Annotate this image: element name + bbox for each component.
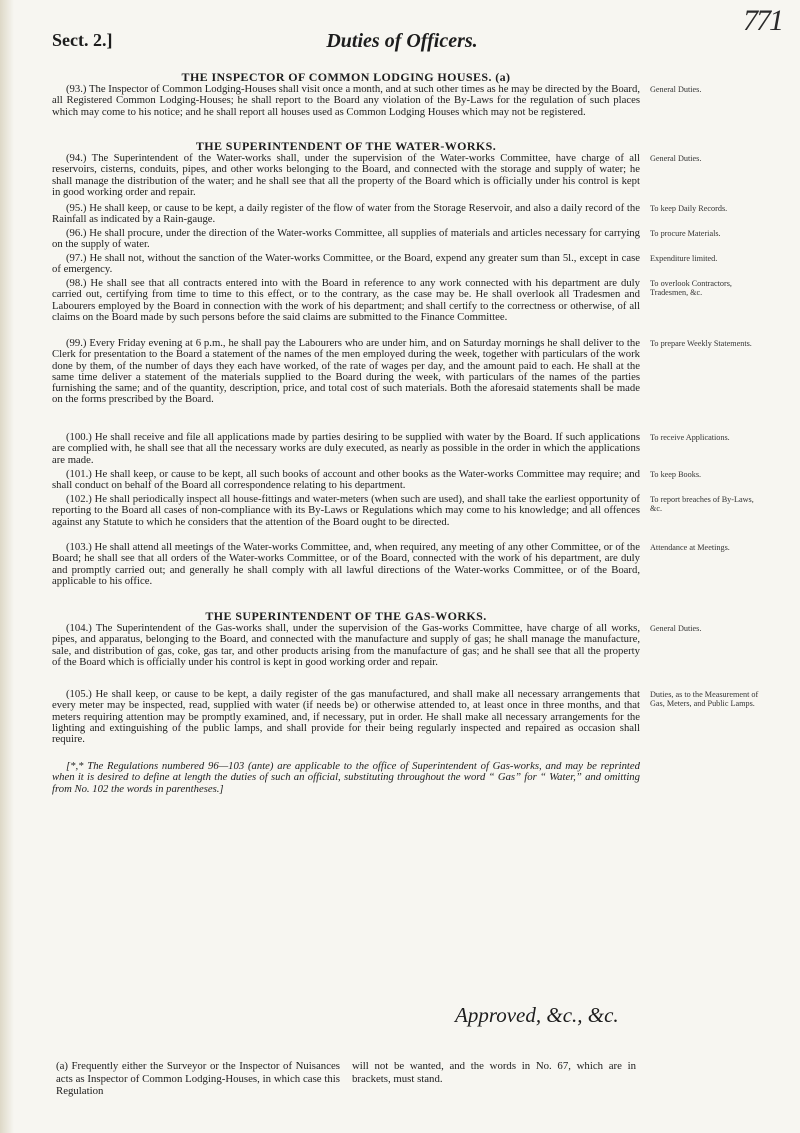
regulation-text: (103.) He shall attend all meetings of the Water-works Committee, and, when required, any meeting of any other Committee, or of the Board; he shall see that all orders of the Water-works Committee, or of the Board, connected with the work of his department, are duly and promptly carried out; and generally he shall comply with all lawful directions of the Water-works Committee, or of the Board, applicable to his office. xyxy=(52,541,640,587)
section-heading: THE INSPECTOR OF COMMON LODGING HOUSES. (a) xyxy=(181,70,511,84)
margin-note: General Duties. xyxy=(650,85,702,94)
margin-note: To report breaches of By-Laws, &c. xyxy=(650,495,754,514)
section-gas-works xyxy=(52,603,772,811)
margin-note: To receive Applications. xyxy=(650,433,730,442)
regulation-paragraph xyxy=(52,469,772,494)
margin-note: To overlook Contractors, Tradesmen, &c. xyxy=(650,279,732,298)
regulation-paragraph xyxy=(52,253,772,278)
margin-note: Expenditure limited. xyxy=(650,254,718,263)
margin-note: General Duties. xyxy=(650,624,702,633)
running-title: Duties of Officers. xyxy=(326,30,478,52)
regulation-text: (98.) He shall see that all contracts entered into with the Board in reference to any work connected with his department are duly carried out, certifying from time to time to this effect, or to the contrary, as the case may be. He shall overlook all Tradesmen and Labourers employed by the Board in connection with the work of his department; and shall certify to the correctness or otherwise, of all claims on the Board made by such persons before the said claims are submitted to the Finance Committee. xyxy=(52,277,640,323)
margin-note: To prepare Weekly Statements. xyxy=(650,339,752,348)
margin-note: To procure Materials. xyxy=(650,229,721,238)
body-text xyxy=(52,64,772,811)
regulation-paragraph xyxy=(52,278,772,338)
regulation-paragraph xyxy=(52,623,772,689)
regulation-paragraph xyxy=(52,338,772,432)
regulation-text: (95.) He shall keep, or cause to be kept, a daily register of the flow of water from the Storage Reservoir, and also a daily record of the Rainfall as indicated by a Rain-gauge. xyxy=(52,202,640,226)
margin-note: Attendance at Meetings. xyxy=(650,543,730,552)
regulation-text: (100.) He shall receive and file all applications made by parties desiring to be supplied with water by the Board. If such applications are complied with, he shall see that all the necessary works are duly executed, as nearly as possible in the order in which the applications are made. xyxy=(52,431,640,466)
margin-note: Duties, as to the Measurement of Gas, Meters, and Public Lamps. xyxy=(650,690,759,709)
margin-note: General Duties. xyxy=(650,154,702,163)
regulation-paragraph xyxy=(52,203,772,228)
page-number: 771 xyxy=(743,4,782,37)
editorial-note xyxy=(52,761,772,811)
section-lodging-houses xyxy=(52,64,772,133)
regulation-paragraph xyxy=(52,494,772,542)
regulation-text: (104.) The Superintendent of the Gas-works shall, under the supervision of the Gas-works Committee, have charge of all works, pipes, and apparatus, belonging to the Board, and connected with the manufacture and supply of gas; he shall manage the manufacture, sale, and distribution of gas, coke, gas tar, and other products arising from the manufacture of gas; and he shall see that all the property of the Board which is officially under his control is kept in good working order and repair. xyxy=(52,622,640,668)
regulation-paragraph xyxy=(52,689,772,761)
regulation-text: (97.) He shall not, without the sanction of the Water-works Committee, or the Board, expend any greater sum than 5l., except in case of emergency. xyxy=(52,252,640,276)
page-binding-edge xyxy=(0,0,14,1133)
regulation-text: (101.) He shall keep, or cause to be kept, all such books of account and other books as the Water-works Committee may require; and shall conduct on behalf of the Board all correspondence relating to his department. xyxy=(52,468,640,492)
regulation-paragraph xyxy=(52,542,772,595)
regulation-paragraph xyxy=(52,84,772,133)
regulation-text: (102.) He shall periodically inspect all house-fittings and water-meters (when such are used), and shall take the earliest opportunity of reporting to the Board all cases of non-compliance with its By-Laws or Regulations which may come to his knowledge; and all offences against any Statute to which he considers that the attention of the Board ought to be directed. xyxy=(52,493,640,528)
section-water-works xyxy=(52,133,772,595)
section-heading: THE SUPERINTENDENT OF THE GAS-WORKS. xyxy=(205,609,487,623)
regulation-text: (99.) Every Friday evening at 6 p.m., he shall pay the Labourers who are under him, and on Saturday mornings he shall deliver to the Clerk for presentation to the Board a statement of the names of the men employed during the week, together with particulars of the work done by them, of the number of days they each have worked, of the rate of wages per day, and the amount paid to each. He shall at the same time deliver a statement of the materials supplied to the Board during the week, with particulars of the names of the parties furnishing the same; and of the quantity, description, price, and total cost of such materials. Both the aforesaid statements shall be made on the forms prescribed by the Board. xyxy=(52,337,640,406)
regulation-paragraph xyxy=(52,153,772,203)
running-header xyxy=(52,30,752,64)
regulation-paragraph xyxy=(52,432,772,469)
approval-line: Approved, &c., &c. xyxy=(455,1003,619,1027)
footnote xyxy=(56,1060,636,1098)
margin-note: To keep Books. xyxy=(650,470,702,479)
editorial-note-text: [*,* The Regulations numbered 96—103 (ante) are applicable to the office of Superintendent of Gas-works, and may be reprinted when it is desired to define at length the duties of such an official, substituting throughout the word “ Gas” for “ Water,” and omitting from No. 102 the words in parentheses.] xyxy=(52,760,640,795)
regulation-text: (96.) He shall procure, under the direction of the Water-works Committee, all supplies of materials and articles necessary for carrying on the supply of water. xyxy=(52,227,640,251)
regulation-text: (93.) The Inspector of Common Lodging-Houses shall visit once a month, and at such other times as he may be directed by the Board, all Registered Common Lodging-Houses; he shall report to the Board any violation of the By-Laws for the regulation of such places which may come to his notice; and he shall report all houses used as Common Lodging Houses which may not be registered. xyxy=(52,83,640,118)
regulation-paragraph xyxy=(52,228,772,253)
regulation-text: (94.) The Superintendent of the Water-works shall, under the supervision of the Water-works Committee, have charge of all reservoirs, cisterns, conduits, pipes, and other works belonging to the Board, and connected with the storage and supply of water; he shall manage the distribution of the water; and he shall see that all the property of the Board which is officially under his control is kept in good working order and repair. xyxy=(52,152,640,198)
section-heading: THE SUPERINTENDENT OF THE WATER-WORKS. xyxy=(195,139,497,153)
footnote-column-1: (a) Frequently either the Surveyor or the Inspector of Nuisances acts as Inspector of Common Lodging-Houses, in which case this Regulation xyxy=(56,1060,340,1097)
footnote-column-2: will not be wanted, and the words in No. 67, which are in brackets, must stand. xyxy=(352,1060,636,1085)
section-label: Sect. 2.] xyxy=(52,30,113,50)
regulation-text: (105.) He shall keep, or cause to be kept, a daily register of the gas manufactured, and shall make all necessary arrangements that every meter may be inspected, read, supplied with water (if needs be) or otherwise attended to, at least once in three months, and that meters requiring attention may be promptly examined, and, if necessary, put in order. He shall make all necessary arrangements for the lighting and extinguishing of the public lamps, and shall provide for their being regularly inspected and repaired as occasion shall require. xyxy=(52,688,640,746)
margin-note: To keep Daily Records. xyxy=(650,204,728,213)
